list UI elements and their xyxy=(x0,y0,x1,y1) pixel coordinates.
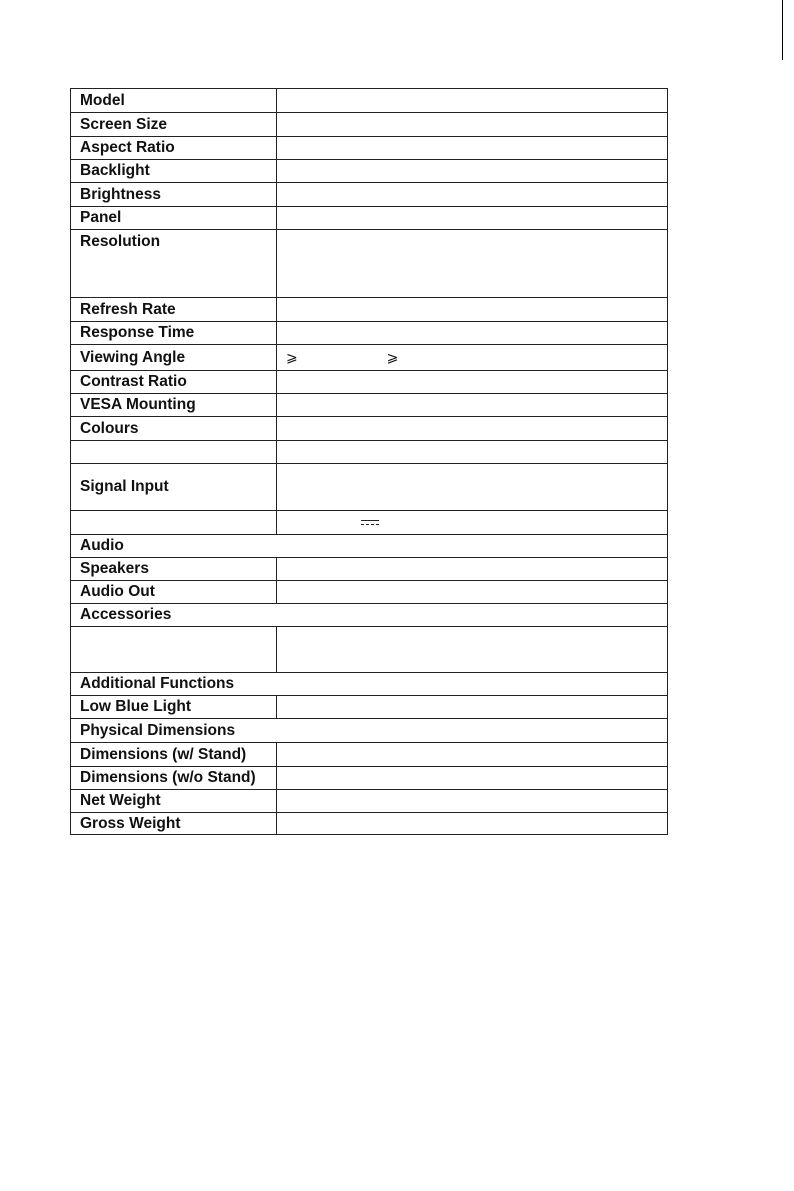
table-row xyxy=(71,558,668,581)
table-row xyxy=(71,207,668,230)
row-value-gross-weight xyxy=(277,813,668,835)
row-value-screen-size xyxy=(277,113,668,137)
row-label-audio-out: Audio Out xyxy=(71,581,277,604)
section-header-physical-dimensions: Physical Dimensions xyxy=(71,719,668,743)
row-label-refresh-rate: Refresh Rate xyxy=(71,298,277,322)
table-row xyxy=(71,627,668,673)
row-label-dimensions-with-stand: Dimensions (w/ Stand) xyxy=(71,743,277,767)
table-row xyxy=(71,604,668,627)
row-label-resolution: Resolution xyxy=(71,230,277,298)
spec-table xyxy=(70,88,668,835)
table-row xyxy=(71,511,668,535)
table-row xyxy=(71,137,668,160)
row-value-colours xyxy=(277,417,668,441)
table-row xyxy=(71,767,668,790)
row-value-model xyxy=(277,89,668,113)
row-label-backlight: Backlight xyxy=(71,160,277,183)
row-label-gross-weight: Gross Weight xyxy=(71,813,277,835)
table-row xyxy=(71,371,668,394)
row-label-power xyxy=(71,511,277,535)
row-value-speakers xyxy=(277,558,668,581)
table-row xyxy=(71,298,668,322)
section-header-accessories: Accessories xyxy=(71,604,668,627)
table-row xyxy=(71,696,668,719)
table-row xyxy=(71,322,668,345)
table-row xyxy=(71,535,668,558)
table-row xyxy=(71,160,668,183)
row-label-empty xyxy=(71,441,277,464)
table-row xyxy=(71,673,668,696)
table-row xyxy=(71,417,668,441)
row-value-empty xyxy=(277,441,668,464)
section-header-additional-functions: Additional Functions xyxy=(71,673,668,696)
row-label-response-time: Response Time xyxy=(71,322,277,345)
crop-mark xyxy=(782,0,783,60)
row-label-aspect-ratio: Aspect Ratio xyxy=(71,137,277,160)
row-label-accessory xyxy=(71,627,277,673)
row-label-vesa-mounting: VESA Mounting xyxy=(71,394,277,417)
row-value-response-time xyxy=(277,322,668,345)
row-label-net-weight: Net Weight xyxy=(71,790,277,813)
row-label-colours: Colours xyxy=(71,417,277,441)
table-row xyxy=(71,89,668,113)
row-value-aspect-ratio xyxy=(277,137,668,160)
row-label-screen-size: Screen Size xyxy=(71,113,277,137)
table-row xyxy=(71,719,668,743)
table-row xyxy=(71,230,668,298)
row-value-dimensions-without-stand xyxy=(277,767,668,790)
row-label-dimensions-without-stand: Dimensions (w/o Stand) xyxy=(71,767,277,790)
row-value-vesa-mounting xyxy=(277,394,668,417)
row-label-speakers: Speakers xyxy=(71,558,277,581)
row-value-power xyxy=(277,511,668,535)
row-value-viewing-angle xyxy=(277,345,668,371)
row-value-backlight xyxy=(277,160,668,183)
row-value-net-weight xyxy=(277,790,668,813)
row-value-brightness xyxy=(277,183,668,207)
table-row xyxy=(71,790,668,813)
row-label-low-blue-light: Low Blue Light xyxy=(71,696,277,719)
section-header-audio: Audio xyxy=(71,535,668,558)
table-row xyxy=(71,183,668,207)
table-row xyxy=(71,464,668,511)
table-row xyxy=(71,441,668,464)
row-value-dimensions-with-stand xyxy=(277,743,668,767)
row-label-panel: Panel xyxy=(71,207,277,230)
table-row xyxy=(71,813,668,835)
table-row xyxy=(71,345,668,371)
row-label-viewing-angle: Viewing Angle xyxy=(71,345,277,371)
table-row xyxy=(71,113,668,137)
row-value-low-blue-light xyxy=(277,696,668,719)
row-value-audio-out xyxy=(277,581,668,604)
row-value-accessory xyxy=(277,627,668,673)
row-value-contrast-ratio xyxy=(277,371,668,394)
dc-power-icon xyxy=(361,519,379,527)
row-label-brightness: Brightness xyxy=(71,183,277,207)
row-label-signal-input: Signal Input xyxy=(71,464,277,511)
row-value-signal-input xyxy=(277,464,668,511)
table-row xyxy=(71,743,668,767)
table-row xyxy=(71,394,668,417)
row-label-contrast-ratio: Contrast Ratio xyxy=(71,371,277,394)
table-row xyxy=(71,581,668,604)
greater-equal-symbol: ⩾ xyxy=(386,348,399,365)
greater-equal-symbol: ⩾ xyxy=(286,348,298,365)
row-value-refresh-rate xyxy=(277,298,668,322)
row-label-model: Model xyxy=(71,89,277,113)
row-value-resolution xyxy=(277,230,668,298)
row-value-panel xyxy=(277,207,668,230)
